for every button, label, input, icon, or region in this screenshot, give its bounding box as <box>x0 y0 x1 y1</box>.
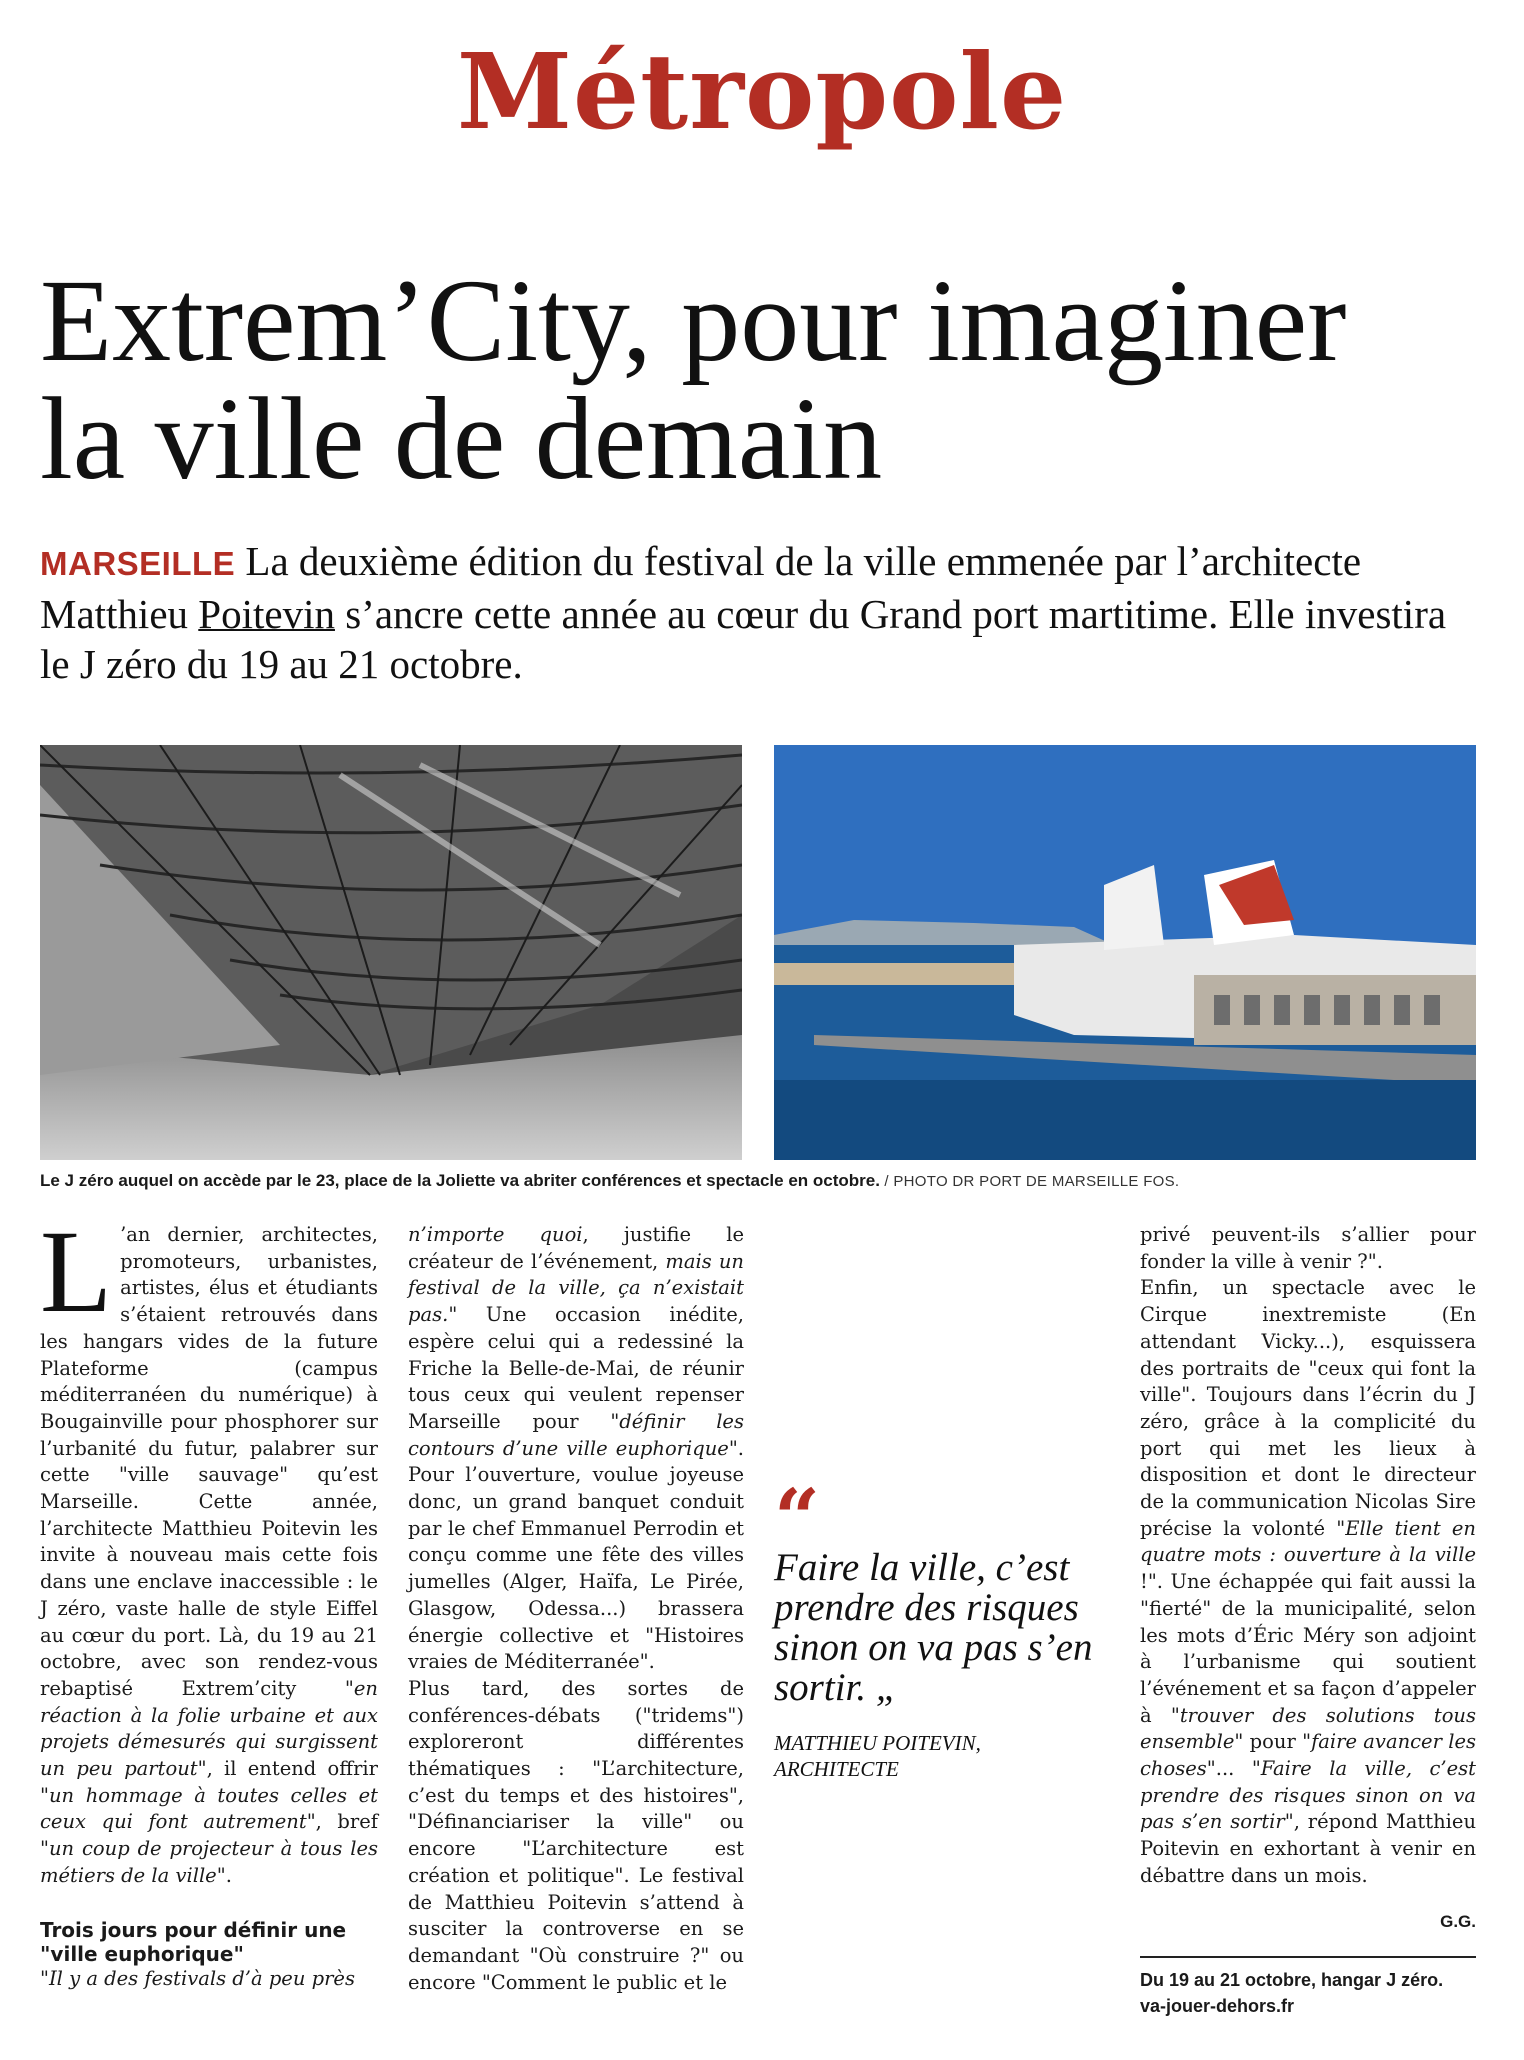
text-run: Enfin, un spectacle avec le Cirque inextremiste (En attendant Vicky...), esquissera des portraits de "ceux qui font la ville". Toujours dans l’écrin du J zéro, grâce à la complicité du port qui met les lieux à disposition et dont le directeur de la communication Nicolas Sire précise la volonté " <box>1140 1276 1476 1540</box>
article-column-2 <box>408 1222 744 1996</box>
quote-run: mais un festival de la ville, ça n’existait pas. <box>408 1249 744 1327</box>
text-run: ". Pour l’ouverture, voulue joyeuse donc, un grand banquet conduit par le chef Emmanuel Perrodin et conçu comme une fête des villes jumelles (Alger, Haïfa, Le Pirée, Glasgow, Odessa...) brassera énergie collective et "Histoires vraies de Méditerranée". <box>408 1436 744 1674</box>
lede-underlined-name: Poitevin <box>198 591 335 637</box>
photo-caption <box>40 1170 1480 1193</box>
text-run: " Une occasion inédite, espère celui qui a redessiné la Friche la Belle-de-Mai, de réunir tous ceux qui veulent repenser Marseille pour " <box>408 1303 744 1433</box>
article-paragraph <box>1140 1275 1476 1889</box>
author-name: MATTHIEU POITEVIN, <box>774 1731 981 1755</box>
quote-mark-icon: “ <box>774 1471 821 1565</box>
caption-text: Le J zéro auquel on accède par le 23, place de la Joliette va abriter conférences et spectacle en octobre. <box>40 1171 880 1190</box>
subheading: Trois jours pour définir une "ville euphorique" <box>40 1917 347 1966</box>
article-paragraph: Plus tard, des sortes de conférences-débats ("tridems") exploreront différentes thématiques : "L’architecture, c’est du temps et des histoires", "Définanciariser la ville" ou encore "L’architecture est création et politique". Le festival de Matthieu Poitevin s’attend à susciter la controverse en se demandant "Où construire ?" ou encore "Comment le public et le <box>408 1676 744 1994</box>
text-run: " <box>40 1966 49 1990</box>
pull-quote-author <box>774 1730 1110 1782</box>
drop-cap: L <box>40 1206 113 1337</box>
headline-line-2: la ville de demain <box>40 373 883 504</box>
port-scene <box>774 745 1476 1160</box>
headline <box>40 255 1480 504</box>
quote-run: trouver des solutions tous ensemble <box>1140 1703 1476 1754</box>
headline-line-1: Extrem’City, pour imaginer <box>40 255 1347 386</box>
text-run: , justifie le créateur de l’événement, <box>408 1223 744 1273</box>
article-paragraph <box>40 1966 378 1993</box>
quote-run: un coup de projecteur à tous les métiers de la ville <box>40 1837 378 1887</box>
text-run: ", bref " <box>40 1810 378 1861</box>
photo-credit: / PHOTO DR PORT DE MARSEILLE FOS. <box>879 1173 1180 1190</box>
event-info-box <box>1140 1967 1476 2019</box>
author-role: ARCHITECTE <box>774 1757 899 1781</box>
lede <box>40 536 1480 689</box>
text-run: " pour " <box>1234 1730 1312 1754</box>
quote-run: un hommage à toutes celles et ceux qui font autrement <box>40 1783 378 1834</box>
text-run: ’an dernier, architectes, promoteurs, urbanistes, artistes, élus et étudiants s’étaient retrouvés dans les hangars vides de la future Plateforme (campus méditerranéen du numérique) à Bougainville pour phosphorer sur l’urbanité du futur, palabrer sur cette "ville sauvage" qu’est Marseille. Cette année, l’architecte Matthieu Poitevin les invite à nouveau mais cette fois dans une enclave inaccessible : le J zéro, vaste halle de style Eiffel au cœur du port. Là, du 19 au 21 octobre, avec son rendez-vous rebaptisé Extrem’city " <box>40 1223 378 1700</box>
port-ferry-photo <box>774 745 1476 1160</box>
lede-text-1: La deuxième édition du festival de la ville emmenée par l’architecte Matthieu <box>40 538 1362 637</box>
text-run: !". Une échappée qui fait aussi la "fierté" de la municipalité, selon les mots d’Éric Méry son adjoint à l’urbanisme qui soutient l’événement et sa façon d’appeler à " <box>1140 1570 1476 1727</box>
article-column-4 <box>1140 1222 1476 1890</box>
section-title: Métropole <box>456 30 1068 153</box>
event-dates: Du 19 au 21 octobre, hangar J zéro. <box>1140 1970 1444 1990</box>
lede-text-2: s’ancre cette année au cœur du Grand port martitime. Elle investira le J zéro du 19 au 21 octobre. <box>40 591 1447 687</box>
quote-run: en réaction à la folie urbaine et aux projets démesurés qui surgissent un peu partout <box>40 1676 378 1781</box>
quote-run: Elle tient en quatre mots : ouverture à la ville <box>1140 1516 1476 1567</box>
quote-run: n’importe quoi <box>408 1223 583 1246</box>
article-paragraph <box>408 1222 744 1676</box>
article-paragraph <box>40 1206 378 1890</box>
hangar-roof-structure <box>40 745 742 1160</box>
article-column-1 <box>40 1206 378 1992</box>
text-run: ", il entend offrir " <box>40 1757 378 1807</box>
article-paragraph: privé peuvent-ils s’allier pour fonder la ville à venir ?". <box>1140 1223 1476 1273</box>
info-divider <box>1140 1956 1476 1958</box>
text-run: ", répond Matthieu Poitevin en exhortant à venir en débattre dans un mois. <box>1140 1810 1476 1887</box>
lede-kicker: MARSEILLE <box>40 545 236 582</box>
quote-run: faire avancer les choses <box>1140 1730 1476 1781</box>
quote-run: Il y a des festivals d’à peu près <box>48 1966 355 1990</box>
text-run: "... " <box>1206 1757 1261 1781</box>
pull-quote-text: Faire la ville, c’est prendre des risques sinon on va pas s’en sortir. „ <box>774 1546 1093 1709</box>
event-website: va-jouer-dehors.fr <box>1140 1996 1295 2016</box>
quote-run: Faire la ville, c’est prendre des risques sinon on va pas s’en sortir <box>1140 1757 1476 1834</box>
quote-run: définir les contours d’une ville euphorique <box>408 1409 744 1460</box>
hangar-interior-photo <box>40 745 742 1160</box>
pull-quote <box>774 1471 1110 1782</box>
text-run: ". <box>216 1863 232 1887</box>
author-signature: G.G. <box>1440 1912 1476 1931</box>
